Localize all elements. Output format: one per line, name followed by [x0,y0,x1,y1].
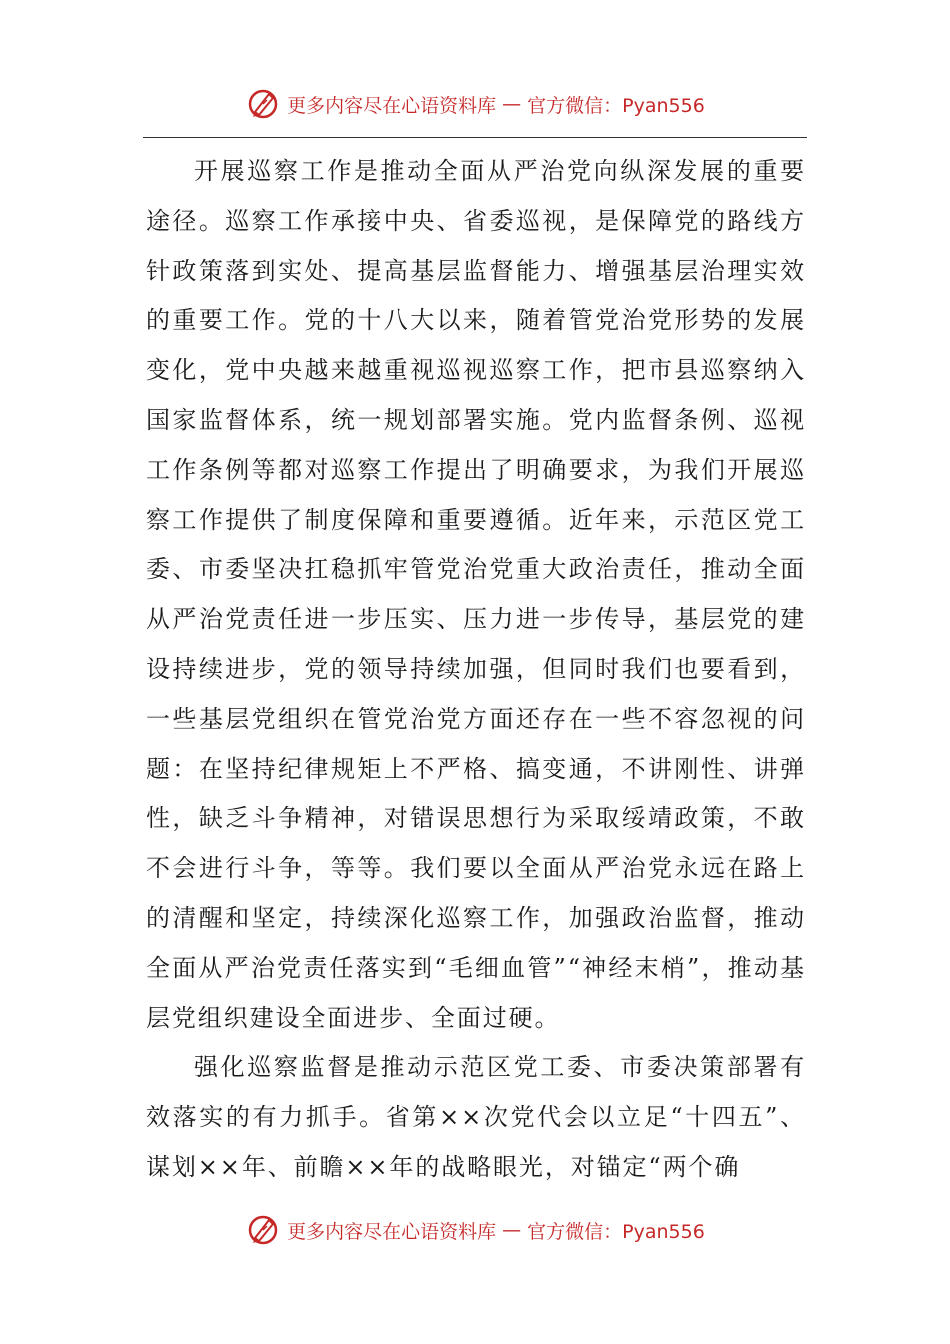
header-rule [143,137,807,138]
footer-banner [0,1210,950,1250]
pen-nib-logo-icon [245,86,281,122]
pen-nib-logo-icon [245,1212,281,1248]
banner-separator: — [502,1219,522,1241]
banner-separator: — [502,93,522,115]
banner-text: 更多内容尽在心语资料库 [287,1220,497,1243]
paragraph-1: 开展巡察工作是推动全面从严治党向纵深发展的重要途径。巡察工作承接中央、省委巡视，是保障党的路线方针政策落到实处、提高基层监督能力、增强基层治理实效的重要工作。党的十八大以来，随着管党治党形势的发展变化，党中央越来越重视巡视巡察工作，把市县巡察纳入国家监督体系，统一规划部署实施。党内监督条例、巡视工作条例等都对巡察工作提出了明确要求，为我们开展巡察工作提供了制度保障和重要遵循。近年来，示范区党工委、市委坚决扛稳抓牢管党治党重大政治责任，推动全面从严治党责任进一步压实、压力进一步传导，基层党的建设持续进步，党的领导持续加强，但同时我们也要看到，一些基层党组织在管党治党方面还存在一些不容忽视的问题：在坚持纪律规矩上不严格、搞变通，不讲刚性、讲弹性，缺乏斗争精神，对错误思想行为采取绥靖政策，不敢不会进行斗争，等等。我们要以全面从严治党永远在路上的清醒和坚定，持续深化巡察工作，加强政治监督，推动全面从严治党责任落实到“毛细血管”“神经末梢”，推动基层党组织建设全面进步、全面过硬。 [146,157,806,1032]
banner-text: 更多内容尽在心语资料库 [287,94,497,117]
banner-wechat: 官方微信：Pyan556 [527,94,705,117]
paragraph-2: 强化巡察监督是推动示范区党工委、市委决策部署有效落实的有力抓手。省第××次党代会以立足“十四五”、谋划××年、前瞻××年的战略眼光，对锚定“两个确 [146,1053,806,1181]
document-body [146,147,806,1193]
banner-wechat: 官方微信：Pyan556 [527,1220,705,1243]
header-banner [0,84,950,124]
